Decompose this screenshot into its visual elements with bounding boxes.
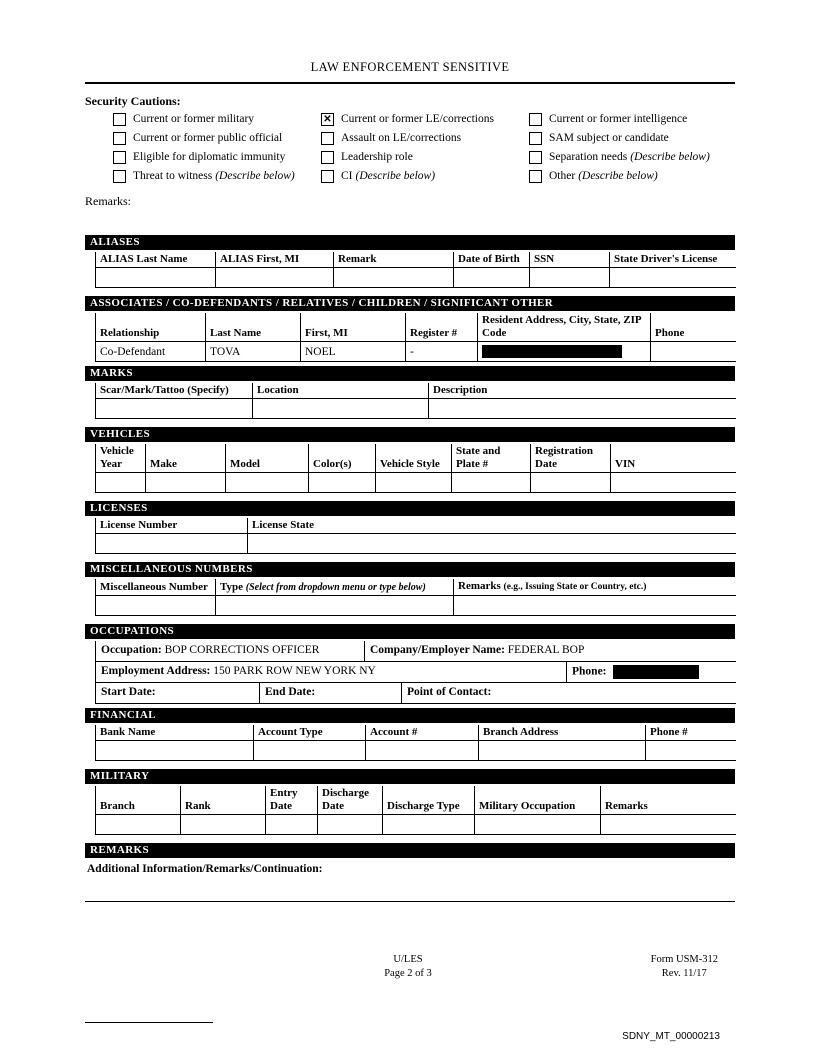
- header-main: Remarks: [458, 580, 501, 592]
- caution-item: [529, 151, 710, 164]
- empty-cell: [266, 815, 318, 835]
- remarks-blank-area: [85, 875, 735, 902]
- column-header: Scar/Mark/Tattoo (Specify): [96, 383, 253, 399]
- occupation-row-2: [96, 662, 736, 683]
- column-header: Discharge Type: [383, 786, 475, 815]
- empty-cell: [452, 473, 531, 493]
- column-header: State Driver's License: [610, 252, 736, 268]
- phone-cell: [651, 342, 736, 362]
- empty-cell: [96, 268, 216, 288]
- empty-cell: [454, 268, 530, 288]
- empty-cell: [254, 741, 366, 761]
- phone-cell: [566, 662, 736, 682]
- caution-label: Current or former public official: [133, 132, 283, 144]
- employer-value: FEDERAL BOP: [507, 644, 585, 656]
- empty-cell: [366, 741, 479, 761]
- column-header: SSN: [530, 252, 610, 268]
- section-header-aliases: ALIASES: [85, 235, 735, 250]
- caution-item: [113, 151, 321, 164]
- classification-header: LAW ENFORCEMENT SENSITIVE: [85, 60, 735, 84]
- section-header-financial: FINANCIAL: [85, 708, 735, 723]
- column-header: Color(s): [309, 444, 376, 473]
- empty-cell: [646, 741, 736, 761]
- empty-cell: [309, 473, 376, 493]
- caution-label: CI: [341, 170, 353, 182]
- bates-number: SDNY_MT_00000213: [622, 1031, 720, 1042]
- empty-cell: [181, 815, 266, 835]
- caution-label: Threat to witness: [133, 170, 213, 182]
- header-row: [96, 252, 736, 268]
- column-header: Vehicle Style: [376, 444, 452, 473]
- column-header: Resident Address, City, State, ZIP Code: [478, 313, 651, 342]
- empty-cell: [96, 399, 253, 419]
- empty-cell: [383, 815, 475, 835]
- header-row: [96, 313, 736, 342]
- empty-row: [96, 596, 736, 616]
- checkbox-icon: [529, 132, 542, 145]
- last-name-cell: TOVA: [206, 342, 301, 362]
- caution-label: Separation needs: [549, 151, 628, 163]
- associates-table: [95, 313, 736, 362]
- header-row: [96, 786, 736, 815]
- caution-label: Other: [549, 170, 576, 182]
- licenses-table: [95, 518, 736, 554]
- end-date-cell: End Date:: [259, 683, 401, 703]
- empty-row: [96, 741, 736, 761]
- empty-cell: [479, 741, 646, 761]
- column-header: ALIAS Last Name: [96, 252, 216, 268]
- checkbox-icon: [113, 132, 126, 145]
- caution-item: [321, 113, 529, 126]
- caution-item: [321, 170, 529, 183]
- checkbox-icon: [113, 151, 126, 164]
- column-header: Phone: [651, 313, 736, 342]
- aliases-table: [95, 252, 736, 288]
- caution-item: [321, 132, 529, 145]
- column-header: VIN: [611, 444, 736, 473]
- empty-row: [96, 534, 736, 554]
- occupation-row-1: [96, 641, 736, 662]
- column-header: Description: [429, 383, 736, 399]
- checkbox-icon: [113, 170, 126, 183]
- caution-note: (Describe below): [355, 170, 436, 182]
- header-row: [96, 579, 736, 596]
- form-content: [85, 60, 735, 902]
- section-header-misc-numbers: MISCELLANEOUS NUMBERS: [85, 562, 735, 577]
- column-header: First, MI: [301, 313, 406, 342]
- section-header-associates: ASSOCIATES / CO-DEFENDANTS / RELATIVES / CHILDREN / SIGNIFICANT OTHER: [85, 296, 735, 311]
- section-header-remarks: REMARKS: [85, 843, 735, 858]
- caution-label: SAM subject or candidate: [549, 132, 669, 144]
- empty-cell: [96, 596, 216, 616]
- empty-cell: [334, 268, 454, 288]
- empty-cell: [601, 815, 736, 835]
- employer-label: Company/Employer Name:: [370, 644, 505, 656]
- column-header: Account Type: [254, 725, 366, 741]
- caution-label: Current or former LE/corrections: [341, 113, 494, 125]
- caution-item: [321, 151, 529, 164]
- section-header-licenses: LICENSES: [85, 501, 735, 516]
- empty-row: [96, 268, 736, 288]
- column-header: Branch Address: [479, 725, 646, 741]
- empty-cell: [610, 268, 736, 288]
- column-header: Bank Name: [96, 725, 254, 741]
- empty-cell: [248, 534, 736, 554]
- employer-cell: [364, 641, 736, 661]
- column-header: Discharge Date: [318, 786, 383, 815]
- empty-cell: [96, 473, 146, 493]
- empty-cell: [96, 534, 248, 554]
- footer-rule: [85, 1022, 213, 1023]
- section-header-vehicles: VEHICLES: [85, 427, 735, 442]
- empty-cell: [530, 268, 610, 288]
- section-header-occupations: OCCUPATIONS: [85, 624, 735, 639]
- caution-label: Leadership role: [341, 151, 413, 163]
- occupations-table: [95, 641, 736, 704]
- empty-cell: [429, 399, 736, 419]
- header-row: [96, 383, 736, 399]
- empty-row: [96, 473, 736, 493]
- header-note: (e.g., Issuing State or Country, etc.): [503, 582, 647, 592]
- marks-table: [95, 383, 736, 419]
- column-header: [216, 579, 454, 596]
- security-cautions-section: [85, 94, 735, 209]
- column-header: [454, 579, 736, 596]
- redaction-box: [613, 665, 699, 679]
- column-header: Remark: [334, 252, 454, 268]
- empty-row: [96, 399, 736, 419]
- occupation-cell: [96, 641, 364, 661]
- cautions-column-1: [113, 113, 321, 189]
- military-table: [95, 786, 736, 835]
- footer-page-number: Page 2 of 3: [384, 968, 432, 979]
- column-header: Relationship: [96, 313, 206, 342]
- column-header: Account #: [366, 725, 479, 741]
- checkbox-icon: [321, 132, 334, 145]
- address-cell: [478, 342, 651, 362]
- section-header-marks: MARKS: [85, 366, 735, 381]
- column-header: Last Name: [206, 313, 301, 342]
- column-header: Branch: [96, 786, 181, 815]
- header-row: [96, 444, 736, 473]
- checkbox-icon: [529, 170, 542, 183]
- address-value: 150 PARK ROW NEW YORK NY: [213, 665, 376, 677]
- column-header: Model: [226, 444, 309, 473]
- column-header: Date of Birth: [454, 252, 530, 268]
- caution-item: [113, 113, 321, 126]
- column-header: ALIAS First, MI: [216, 252, 334, 268]
- header-row: [96, 518, 736, 534]
- empty-cell: [146, 473, 226, 493]
- empty-cell: [531, 473, 611, 493]
- cautions-column-3: [529, 113, 710, 189]
- column-header: Miscellaneous Number: [96, 579, 216, 596]
- section-header-military: MILITARY: [85, 769, 735, 784]
- checkbox-checked-icon: [321, 113, 334, 126]
- column-header: State and Plate #: [452, 444, 531, 473]
- relationship-cell: Co-Defendant: [96, 342, 206, 362]
- caution-item: [529, 113, 710, 126]
- checkbox-icon: [321, 170, 334, 183]
- empty-cell: [475, 815, 601, 835]
- empty-row: [96, 815, 736, 835]
- caution-label: Current or former intelligence: [549, 113, 688, 125]
- checkbox-icon: [321, 151, 334, 164]
- redaction-box: [482, 345, 622, 358]
- employment-address-cell: [96, 662, 566, 682]
- security-remarks-label: Remarks:: [85, 194, 131, 208]
- header-note: (Select from dropdown menu or type below): [245, 582, 426, 593]
- footer-classification: U/LES: [393, 954, 423, 965]
- column-header: Location: [253, 383, 429, 399]
- empty-cell: [253, 399, 429, 419]
- column-header: Military Occupation: [475, 786, 601, 815]
- financial-table: [95, 725, 736, 761]
- occupation-value: BOP CORRECTIONS OFFICER: [164, 644, 320, 656]
- caution-item: [113, 170, 321, 183]
- column-header: Phone #: [646, 725, 736, 741]
- register-cell: -: [406, 342, 478, 362]
- empty-cell: [216, 268, 334, 288]
- caution-note: (Describe below): [630, 151, 710, 163]
- remarks-continuation-label: Additional Information/Remarks/Continuation:: [87, 863, 323, 875]
- checkbox-mark: ✕: [323, 114, 332, 125]
- form-revision: Rev. 11/17: [661, 968, 707, 979]
- footer-form-number: [651, 953, 718, 981]
- first-mi-cell: NOEL: [301, 342, 406, 362]
- column-header: Entry Date: [266, 786, 318, 815]
- empty-cell: [96, 741, 254, 761]
- header-row: [96, 725, 736, 741]
- column-header: Remarks: [601, 786, 736, 815]
- occupation-label: Occupation:: [101, 644, 162, 656]
- column-header: Registration Date: [531, 444, 611, 473]
- column-header: Register #: [406, 313, 478, 342]
- empty-cell: [376, 473, 452, 493]
- empty-cell: [216, 596, 454, 616]
- empty-cell: [611, 473, 736, 493]
- caution-item: [529, 170, 710, 183]
- caution-item: [529, 132, 710, 145]
- column-header: Make: [146, 444, 226, 473]
- empty-cell: [96, 815, 181, 835]
- cautions-column-2: [321, 113, 529, 189]
- data-row: [96, 342, 736, 362]
- caution-label: Current or former military: [133, 113, 255, 125]
- column-header: License State: [248, 518, 736, 534]
- vehicles-table: [95, 444, 736, 493]
- security-cautions-grid: [85, 113, 735, 189]
- address-label: Employment Address:: [101, 665, 211, 677]
- checkbox-icon: [529, 151, 542, 164]
- empty-cell: [226, 473, 309, 493]
- caution-note: (Describe below): [215, 170, 295, 182]
- phone-label: Phone:: [572, 665, 607, 678]
- caution-note: (Describe below): [578, 170, 658, 182]
- start-date-cell: Start Date:: [101, 686, 156, 698]
- occupation-row-3: [96, 683, 736, 703]
- caution-label: Eligible for diplomatic immunity: [133, 151, 286, 163]
- security-cautions-title: Security Cautions:: [85, 94, 181, 108]
- column-header: License Number: [96, 518, 248, 534]
- empty-cell: [318, 815, 383, 835]
- caution-label: Assault on LE/corrections: [341, 132, 462, 144]
- checkbox-icon: [113, 113, 126, 126]
- header-main: Type: [220, 581, 244, 593]
- checkbox-icon: [529, 113, 542, 126]
- caution-item: [113, 132, 321, 145]
- misc-numbers-table: [95, 579, 736, 616]
- empty-cell: [454, 596, 736, 616]
- form-number: Form USM-312: [650, 954, 718, 965]
- column-header: Vehicle Year: [96, 444, 146, 473]
- point-of-contact-cell: Point of Contact:: [401, 683, 736, 703]
- column-header: Rank: [181, 786, 266, 815]
